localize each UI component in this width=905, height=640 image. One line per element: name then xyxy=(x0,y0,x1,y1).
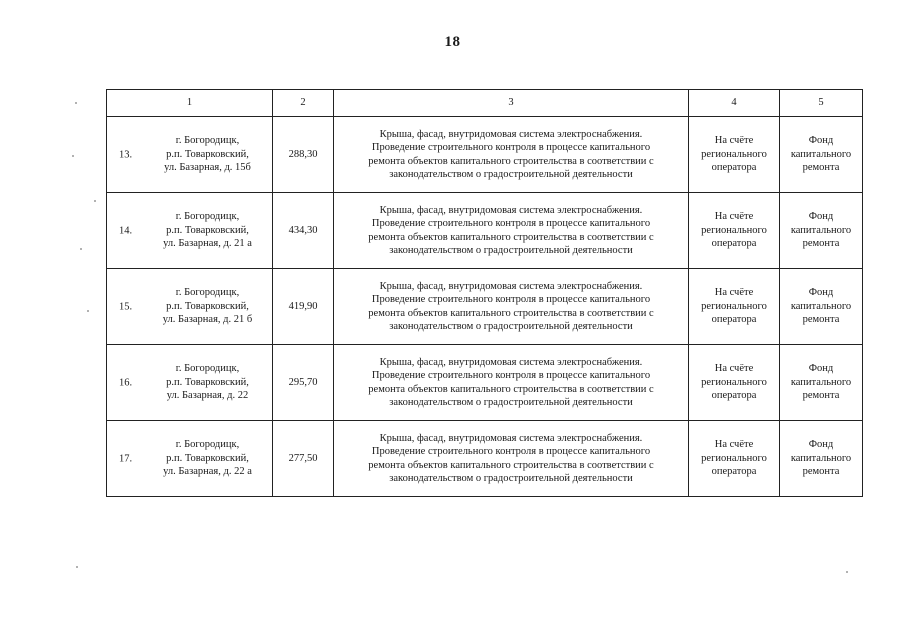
cell-line: р.п. Товарковский, xyxy=(166,452,249,464)
table-row xyxy=(107,345,863,421)
funding-source-cell xyxy=(780,421,863,497)
address-text xyxy=(143,286,272,327)
funding-source-cell xyxy=(780,345,863,421)
cell-line: капитального xyxy=(790,148,852,160)
column-header: 3 xyxy=(334,90,689,117)
cell-line: ул. Базарная, д. 22 а xyxy=(163,466,252,478)
cell-line: На счёте xyxy=(714,287,754,299)
address-text xyxy=(143,210,272,251)
account-owner-cell xyxy=(689,269,780,345)
area-cell: 277,50 xyxy=(273,421,334,497)
cell-line: Проведение строительного контроля в процессе капитального xyxy=(371,446,651,457)
cell-line: ул. Базарная, д. 21 а xyxy=(163,238,252,250)
cell-line: ремонта объектов капитального строительства в соответствии с xyxy=(368,459,654,471)
work-description-cell xyxy=(334,117,689,193)
cell-line: р.п. Товарковский, xyxy=(166,224,249,236)
row-number: 13. xyxy=(119,148,133,160)
cell-line: оператора xyxy=(711,162,757,174)
cell-line: На счёте xyxy=(714,363,754,375)
cell-line: Проведение строительного контроля в процессе капитального xyxy=(371,142,651,153)
cell-line: ремонта объектов капитального строительства в соответствии с xyxy=(368,155,654,167)
cell-line: ул. Базарная, д. 15б xyxy=(164,162,251,174)
cell-line: ремонта xyxy=(802,238,840,250)
column-header: 2 xyxy=(273,90,334,117)
row-number: 15. xyxy=(119,300,133,312)
cell-line: Проведение строительного контроля в процессе капитального xyxy=(371,218,651,229)
cell-line: Крыша, фасад, внутридомовая система электроснабжения. xyxy=(379,204,643,216)
cell-line: г. Богородицк, xyxy=(175,135,240,147)
row-number: 17. xyxy=(119,452,133,464)
cell-line: оператора xyxy=(711,238,757,250)
cell-line: Фонд xyxy=(808,363,834,375)
cell-line: ул. Базарная, д. 21 б xyxy=(162,314,253,326)
cell-line: р.п. Товарковский, xyxy=(166,376,249,388)
cell-line: Крыша, фасад, внутридомовая система электроснабжения. xyxy=(379,128,643,140)
account-owner-cell xyxy=(689,345,780,421)
cell-line: законодательством о градостроительной деятельности xyxy=(389,473,633,484)
cell-line: г. Богородицк, xyxy=(175,439,240,451)
cell-line: р.п. Товарковский, xyxy=(166,148,249,160)
cell-line: Проведение строительного контроля в процессе капитального xyxy=(371,294,651,305)
cell-line: ул. Базарная, д. 22 xyxy=(166,390,249,402)
cell-line: Крыша, фасад, внутридомовая система электроснабжения. xyxy=(379,280,643,292)
row-number: 14. xyxy=(119,224,133,236)
cell-line: регионального xyxy=(701,452,767,464)
scan-speck xyxy=(846,571,848,573)
cell-line: ремонта xyxy=(802,390,840,402)
account-owner-cell xyxy=(689,421,780,497)
cell-line: оператора xyxy=(711,390,757,402)
page-number: 18 xyxy=(444,34,461,50)
scan-speck xyxy=(76,566,78,568)
area-cell: 419,90 xyxy=(273,269,334,345)
column-header: 4 xyxy=(689,90,780,117)
scan-speck xyxy=(80,248,82,250)
funding-source-cell xyxy=(780,193,863,269)
address-cell xyxy=(107,345,273,421)
scan-speck xyxy=(94,200,96,202)
works-table xyxy=(106,89,863,497)
address-text xyxy=(143,134,272,175)
cell-line: Крыша, фасад, внутридомовая система электроснабжения. xyxy=(379,432,643,444)
table-row xyxy=(107,269,863,345)
cell-line: ремонта xyxy=(802,162,840,174)
cell-line: Фонд xyxy=(808,439,834,451)
column-header: 1 xyxy=(107,90,273,117)
table-row xyxy=(107,117,863,193)
area-cell: 434,30 xyxy=(273,193,334,269)
cell-line: Фонд xyxy=(808,135,834,147)
cell-line: г. Богородицк, xyxy=(175,287,240,299)
cell-line: регионального xyxy=(701,300,767,312)
cell-line: На счёте xyxy=(714,135,754,147)
address-text xyxy=(143,362,272,403)
cell-line: ремонта xyxy=(802,314,840,326)
funding-source-cell xyxy=(780,117,863,193)
work-description-cell xyxy=(334,269,689,345)
cell-line: На счёте xyxy=(714,439,754,451)
cell-line: ремонта объектов капитального строительства в соответствии с xyxy=(368,307,654,319)
cell-line: законодательством о градостроительной деятельности xyxy=(389,321,633,332)
cell-line: оператора xyxy=(711,314,757,326)
cell-line: ремонта объектов капитального строительства в соответствии с xyxy=(368,231,654,243)
area-cell: 295,70 xyxy=(273,345,334,421)
cell-line: капитального xyxy=(790,376,852,388)
cell-line: Крыша, фасад, внутридомовая система электроснабжения. xyxy=(379,356,643,368)
cell-line: г. Богородицк, xyxy=(175,211,240,223)
address-cell xyxy=(107,269,273,345)
cell-line: г. Богородицк, xyxy=(175,363,240,375)
work-description-cell xyxy=(334,421,689,497)
cell-line: капитального xyxy=(790,224,852,236)
table-row xyxy=(107,193,863,269)
cell-line: ремонта xyxy=(802,466,840,478)
cell-line: капитального xyxy=(790,452,852,464)
cell-line: Проведение строительного контроля в процессе капитального xyxy=(371,370,651,381)
address-cell xyxy=(107,421,273,497)
funding-source-cell xyxy=(780,269,863,345)
scan-speck xyxy=(72,155,74,157)
cell-line: регионального xyxy=(701,148,767,160)
cell-line: Фонд xyxy=(808,287,834,299)
work-description-cell xyxy=(334,345,689,421)
cell-line: законодательством о градостроительной деятельности xyxy=(389,169,633,180)
address-cell xyxy=(107,117,273,193)
account-owner-cell xyxy=(689,117,780,193)
cell-line: ремонта объектов капитального строительства в соответствии с xyxy=(368,383,654,395)
address-cell xyxy=(107,193,273,269)
cell-line: регионального xyxy=(701,376,767,388)
scan-speck xyxy=(75,102,77,104)
column-header: 5 xyxy=(780,90,863,117)
scan-speck xyxy=(87,310,89,312)
cell-line: оператора xyxy=(711,466,757,478)
cell-line: капитального xyxy=(790,300,852,312)
address-text xyxy=(143,438,272,479)
table-header-row xyxy=(107,90,863,117)
cell-line: законодательством о градостроительной деятельности xyxy=(389,397,633,408)
table-row xyxy=(107,421,863,497)
cell-line: регионального xyxy=(701,224,767,236)
cell-line: Фонд xyxy=(808,211,834,223)
cell-line: р.п. Товарковский, xyxy=(166,300,249,312)
cell-line: На счёте xyxy=(714,211,754,223)
area-cell: 288,30 xyxy=(273,117,334,193)
work-description-cell xyxy=(334,193,689,269)
account-owner-cell xyxy=(689,193,780,269)
row-number: 16. xyxy=(119,376,133,388)
cell-line: законодательством о градостроительной деятельности xyxy=(389,245,633,256)
